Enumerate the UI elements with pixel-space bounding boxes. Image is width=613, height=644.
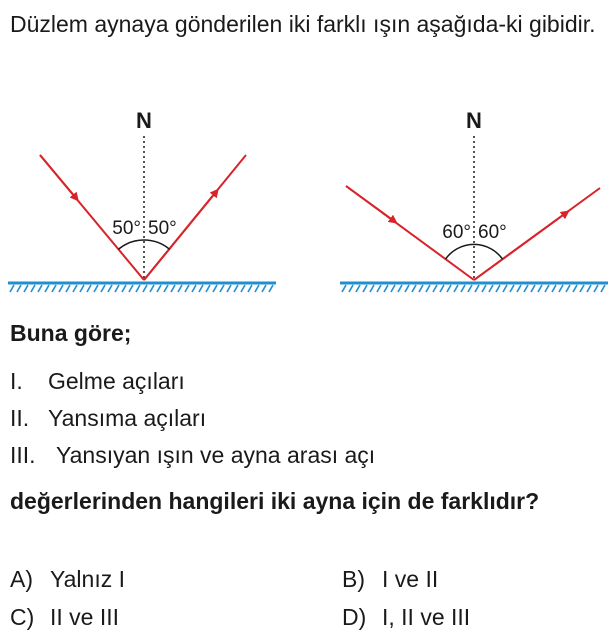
option-c-text: II ve III — [50, 604, 120, 630]
hatch-mark — [454, 285, 458, 292]
hatch-mark — [248, 285, 252, 292]
hatch-mark — [349, 285, 353, 292]
hatch-mark — [342, 285, 346, 292]
hatch-mark — [440, 285, 444, 292]
hatch-mark — [552, 285, 556, 292]
hatch-mark — [164, 285, 168, 292]
question-ask: değerlerinden hangileri iki ayna için de farklıdır? — [10, 488, 540, 514]
statement-3-number: III. — [10, 442, 36, 468]
hatch-mark — [192, 285, 196, 292]
option-c-label: C) — [10, 604, 35, 630]
hatch-mark — [94, 285, 98, 292]
right-incidence-angle: 60° — [442, 222, 471, 243]
statement-3 — [10, 440, 375, 470]
option-d-label: D) — [342, 604, 367, 630]
hatch-mark — [573, 285, 577, 292]
hatch-mark — [101, 285, 105, 292]
question-prompt: Buna göre; — [10, 320, 132, 346]
hatch-mark — [66, 285, 70, 292]
hatch-mark — [587, 285, 591, 292]
hatch-mark — [370, 285, 374, 292]
hatch-mark — [122, 285, 126, 292]
hatch-mark — [150, 285, 154, 292]
hatch-mark — [59, 285, 63, 292]
statement-1-number: I. — [10, 368, 23, 394]
hatch-mark — [398, 285, 402, 292]
hatch-mark — [255, 285, 259, 292]
hatch-mark — [503, 285, 507, 292]
hatch-mark — [510, 285, 514, 292]
statement-2-text: Yansıma açıları — [48, 405, 207, 431]
option-a-label: A) — [10, 566, 33, 592]
hatch-mark — [45, 285, 49, 292]
option-a[interactable] — [10, 564, 125, 594]
hatch-mark — [87, 285, 91, 292]
hatch-mark — [566, 285, 570, 292]
hatch-mark — [115, 285, 119, 292]
hatch-mark — [129, 285, 133, 292]
hatch-mark — [143, 285, 147, 292]
hatch-mark — [10, 285, 14, 292]
hatch-mark — [433, 285, 437, 292]
right-mirror-hatching — [342, 285, 605, 292]
hatch-mark — [269, 285, 273, 292]
statement-1-text: Gelme açıları — [48, 368, 185, 394]
hatch-mark — [447, 285, 451, 292]
hatch-mark — [545, 285, 549, 292]
option-c[interactable] — [10, 602, 119, 632]
hatch-mark — [178, 285, 182, 292]
hatch-mark — [206, 285, 210, 292]
hatch-mark — [199, 285, 203, 292]
hatch-mark — [468, 285, 472, 292]
hatch-mark — [171, 285, 175, 292]
hatch-mark — [108, 285, 112, 292]
left-incidence-angle: 50° — [112, 218, 141, 239]
hatch-mark — [496, 285, 500, 292]
hatch-mark — [377, 285, 381, 292]
option-b-label: B) — [342, 566, 365, 592]
hatch-mark — [419, 285, 423, 292]
hatch-mark — [524, 285, 528, 292]
hatch-mark — [17, 285, 21, 292]
right-normal-label: N — [466, 108, 482, 133]
hatch-mark — [157, 285, 161, 292]
right-incident-arrow — [346, 186, 394, 221]
hatch-mark — [24, 285, 28, 292]
hatch-mark — [580, 285, 584, 292]
hatch-mark — [52, 285, 56, 292]
statement-1 — [10, 366, 185, 396]
hatch-mark — [356, 285, 360, 292]
hatch-mark — [234, 285, 238, 292]
hatch-mark — [412, 285, 416, 292]
hatch-mark — [538, 285, 542, 292]
hatch-mark — [31, 285, 35, 292]
hatch-mark — [38, 285, 42, 292]
hatch-mark — [517, 285, 521, 292]
option-a-text: Yalnız I — [50, 566, 125, 592]
hatch-mark — [594, 285, 598, 292]
hatch-mark — [262, 285, 266, 292]
hatch-mark — [489, 285, 493, 292]
hatch-mark — [384, 285, 388, 292]
hatch-mark — [531, 285, 535, 292]
right-reflection-angle: 60° — [478, 222, 507, 243]
hatch-mark — [73, 285, 77, 292]
left-reflection-angle: 50° — [148, 218, 177, 239]
statement-2 — [10, 403, 206, 433]
hatch-mark — [482, 285, 486, 292]
hatch-mark — [559, 285, 563, 292]
hatch-mark — [80, 285, 84, 292]
hatch-mark — [475, 285, 479, 292]
hatch-mark — [426, 285, 430, 292]
hatch-mark — [220, 285, 224, 292]
hatch-mark — [461, 285, 465, 292]
statement-3-text: Yansıyan ışın ve ayna arası açı — [56, 442, 376, 468]
left-mirror-setup — [8, 108, 276, 292]
hatch-mark — [227, 285, 231, 292]
reflection-diagram — [0, 100, 613, 300]
option-b-text: I ve II — [382, 566, 439, 592]
left-mirror-hatching — [10, 285, 273, 292]
hatch-mark — [405, 285, 409, 292]
hatch-mark — [241, 285, 245, 292]
hatch-mark — [213, 285, 217, 292]
hatch-mark — [601, 285, 605, 292]
option-d-text: I, II ve III — [382, 604, 471, 630]
option-d[interactable] — [342, 602, 470, 632]
right-mirror-setup — [340, 108, 608, 292]
hatch-mark — [391, 285, 395, 292]
hatch-mark — [363, 285, 367, 292]
hatch-mark — [136, 285, 140, 292]
left-incident-arrow — [40, 155, 76, 198]
left-normal-label: N — [136, 108, 152, 133]
question-intro: Düzlem aynaya gönderilen iki farklı ışın aşağıda-ki gibidir. — [10, 11, 596, 37]
statement-2-number: II. — [10, 405, 30, 431]
option-b[interactable] — [342, 564, 438, 594]
hatch-mark — [185, 285, 189, 292]
